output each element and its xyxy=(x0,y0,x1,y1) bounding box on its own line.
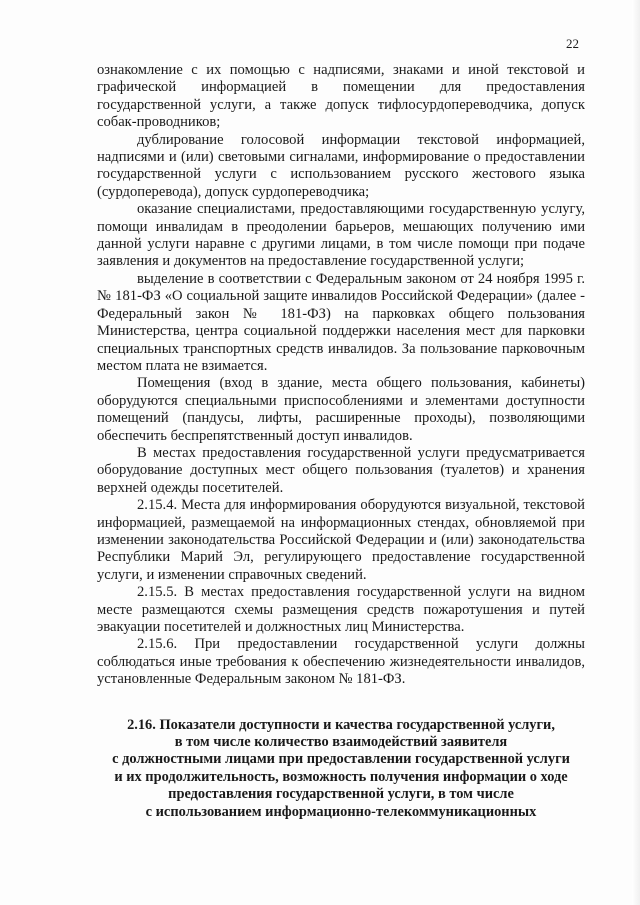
paragraph-5: Помещения (вход в здание, места общего пользования, кабинеты) оборудуются специальными приспособлениями и элементами доступности помещений (пандусы, лифты, расширенные проходы), позволяющими обеспечить беспрепятственный доступ инвалидов. xyxy=(97,375,585,444)
heading-line: с должностными лицами при предоставлении государственной услуги xyxy=(112,751,570,768)
section-gap xyxy=(97,689,585,717)
document-body xyxy=(97,62,585,821)
scan-edge xyxy=(632,0,640,905)
section-heading xyxy=(97,717,585,821)
paragraph-3: оказание специалистами, предоставляющими государственную услугу, помощи инвалидам в преодолении барьеров, мешающих получению ими данной услуги наравне с другими лицами, в том числе помощи при подаче заявления и документов на предоставление государственной услуги; xyxy=(97,201,585,270)
heading-line: с использованием информационно-телекоммуникационных xyxy=(145,803,537,820)
page-number: 22 xyxy=(566,36,579,51)
heading-line: и их продолжительность, возможность получения информации о ходе xyxy=(114,768,568,785)
paragraph-4: выделение в соответствии с Федеральным законом от 24 ноября 1995 г. № 181-ФЗ «О социальной защите инвалидов Российской Федерации» (далее - Федеральный закон № 181-ФЗ) на парковках общего пользования Министерства, центра социальной поддержки населения мест для парковки специальных транспортных средств инвалидов. За пользование парковочным местом плата не взимается. xyxy=(97,270,585,374)
paragraph-8: 2.15.5. В местах предоставления государственной услуги на видном месте размещаются схемы размещения средств пожаротушения и путей эвакуации посетителей и должностных лиц Министерства. xyxy=(97,584,585,635)
paragraph-2: дублирование голосовой информации текстовой информацией, надписями и (или) световыми сигналами, информирование о предоставлении государственной услуги с использованием русского жестового языка (сурдоперевода), допуск сурдопереводчика; xyxy=(97,131,585,200)
paragraph-6: В местах предоставления государственной услуги предусматривается оборудование доступных мест общего пользования (туалетов) и хранения верхней одежды посетителей. xyxy=(97,444,585,496)
heading-line: 2.16. Показатели доступности и качества государственной услуги, xyxy=(127,716,555,733)
paragraph-1: ознакомление с их помощью с надписями, знаками и иной текстовой и графической информацией в помещении для предоставления государственной услуги, а также допуск тифлосурдопереводчика, допуск собак-проводников; xyxy=(97,62,585,131)
paragraph-9: 2.15.6. При предоставлении государственной услуги должны соблюдаться иные требования к обеспечению жизнедеятельности инвалидов, установленные Федеральным законом № 181-ФЗ. xyxy=(97,636,585,688)
paragraph-7: 2.15.4. Места для информирования оборудуются визуальной, текстовой информацией, размещаемой на информационных стендах, обновляемой при изменении законодательства Российской Федерации и (или) законодательства Республики Марий Эл, регулирующего предоставление государственной услуги, и изменении справочных сведений. xyxy=(97,497,585,583)
heading-line: предоставления государственной услуги, в том числе xyxy=(168,786,514,803)
heading-line: в том числе количество взаимодействий заявителя xyxy=(174,734,508,751)
